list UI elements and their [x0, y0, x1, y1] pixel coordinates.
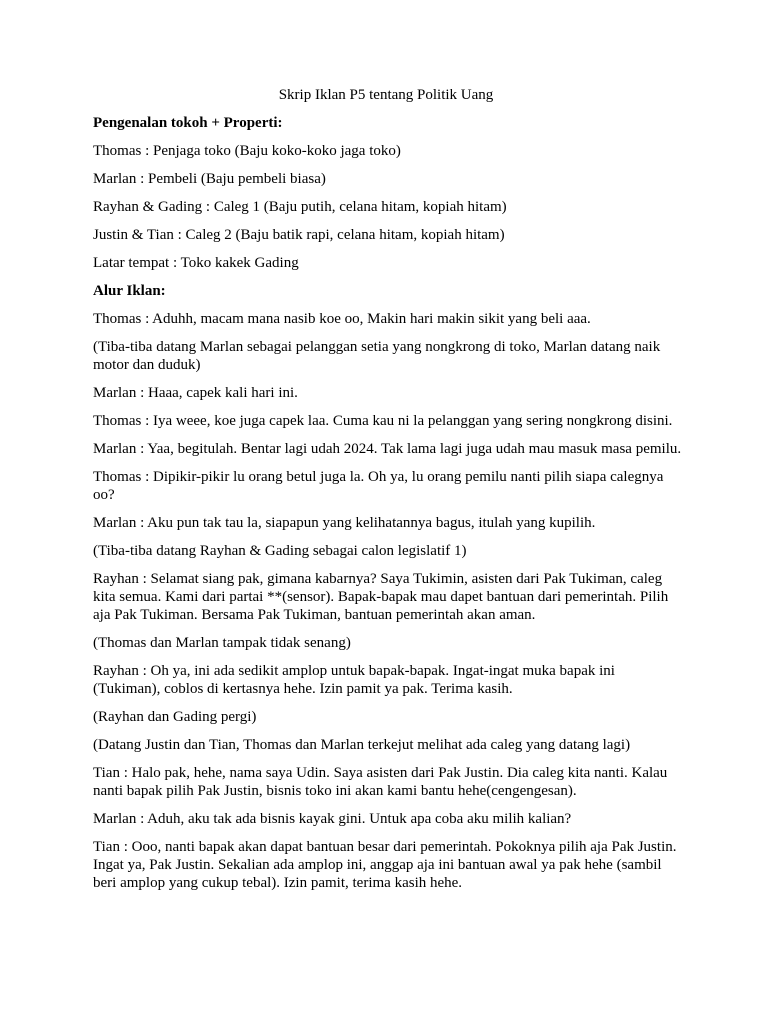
- script-line: Marlan : Yaa, begitulah. Bentar lagi udah 2024. Tak lama lagi juga udah mau masuk masa pemilu.: [93, 441, 682, 457]
- script-line: Thomas : Iya weee, koe juga capek laa. Cuma kau ni la pelanggan yang sering nongkrong disini.: [93, 413, 673, 429]
- section-heading-plot: Alur Iklan:: [93, 283, 166, 299]
- document-title: Skrip Iklan P5 tentang Politik Uang: [278, 87, 494, 103]
- setting-line: Latar tempat : Toko kakek Gading: [93, 255, 299, 271]
- script-line: Rayhan : Selamat siang pak, gimana kabarnya? Saya Tukimin, asisten dari Pak Tukiman, caleg kita semua. Kami dari partai **(sensor). Bapak-bapak mau dapet bantuan dari pemerintah. Pilih aja Pak Tukiman. Bersama Pak Tukiman, bantuan pemerintah akan aman.: [93, 571, 669, 623]
- script-line: Marlan : Aduh, aku tak ada bisnis kayak gini. Untuk apa coba aku milih kalian?: [93, 811, 572, 827]
- stage-direction: (Rayhan dan Gading pergi): [93, 709, 257, 725]
- stage-direction: (Thomas dan Marlan tampak tidak senang): [93, 635, 351, 651]
- character-line: Marlan : Pembeli (Baju pembeli biasa): [93, 171, 326, 187]
- script-line: Marlan : Haaa, capek kali hari ini.: [93, 385, 298, 401]
- script-line: Marlan : Aku pun tak tau la, siapapun yang kelihatannya bagus, itulah yang kupilih.: [93, 515, 596, 531]
- script-line: Rayhan : Oh ya, ini ada sedikit amplop untuk bapak-bapak. Ingat-ingat muka bapak ini (Tukiman), coblos di kertasnya hehe. Izin pamit ya pak. Terima kasih.: [93, 663, 615, 697]
- script-line: Thomas : Aduhh, macam mana nasib koe oo, Makin hari makin sikit yang beli aaa.: [93, 311, 591, 327]
- script-line: Tian : Halo pak, hehe, nama saya Udin. Saya asisten dari Pak Justin. Dia caleg kita nanti. Kalau nanti bapak pilih Pak Justin, bisnis toko ini akan kami bantu hehe(cengengesan).: [93, 765, 668, 799]
- script-line: Thomas : Dipikir-pikir lu orang betul juga la. Oh ya, lu orang pemilu nanti pilih siapa calegnya oo?: [93, 469, 664, 503]
- document-page: [93, 86, 683, 902]
- stage-direction: (Datang Justin dan Tian, Thomas dan Marlan terkejut melihat ada caleg yang datang lagi): [93, 737, 631, 753]
- character-line: Rayhan & Gading : Caleg 1 (Baju putih, celana hitam, kopiah hitam): [93, 199, 507, 215]
- stage-direction: (Tiba-tiba datang Rayhan & Gading sebagai calon legislatif 1): [93, 543, 467, 559]
- stage-direction: (Tiba-tiba datang Marlan sebagai pelanggan setia yang nongkrong di toko, Marlan datang naik motor dan duduk): [93, 339, 661, 373]
- character-line: Justin & Tian : Caleg 2 (Baju batik rapi, celana hitam, kopiah hitam): [93, 227, 505, 243]
- section-heading-characters: Pengenalan tokoh + Properti:: [93, 115, 283, 131]
- character-line: Thomas : Penjaga toko (Baju koko-koko jaga toko): [93, 143, 401, 159]
- script-line: Tian : Ooo, nanti bapak akan dapat bantuan besar dari pemerintah. Pokoknya pilih aja Pak Justin. Ingat ya, Pak Justin. Sekalian ada amplop ini, anggap aja ini bantuan awal ya pak hehe (sambil beri amplop yang cukup tebal). Izin pamit, terima kasih hehe.: [93, 839, 677, 891]
